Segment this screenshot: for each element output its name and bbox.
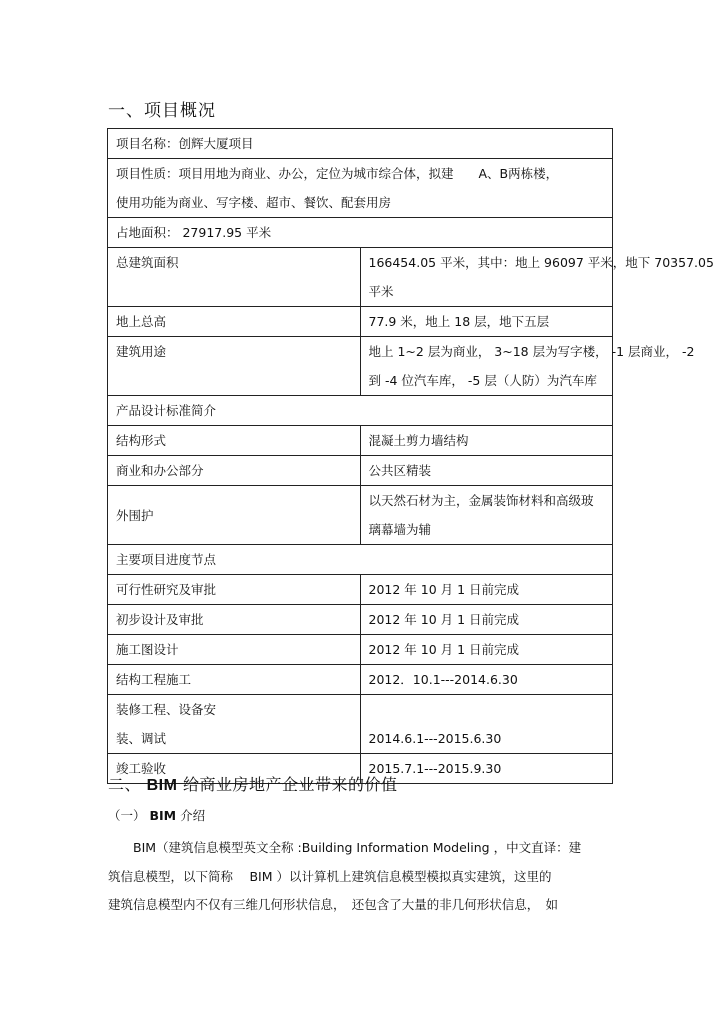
- label-cell: 结构形式: [108, 426, 361, 456]
- value-cell: 2015.7.1---2015.9.30: [360, 754, 613, 784]
- table-row: [108, 545, 613, 575]
- label-cell: [108, 695, 361, 754]
- label-cell: 初步设计及审批: [108, 605, 361, 635]
- design-standard-header: 产品设计标准简介: [108, 396, 613, 426]
- table-row: [108, 307, 613, 337]
- land-area-cell: 占地面积： 27917.95 平米: [108, 218, 613, 248]
- table-row: [108, 248, 613, 307]
- table-row: [108, 486, 613, 545]
- section-2-title: [108, 772, 398, 795]
- value-cell: 2012 年 10 月 1 日前完成: [360, 605, 613, 635]
- value-cell: [360, 337, 695, 396]
- label-line-1: 装修工程、设备安: [116, 702, 217, 717]
- table-row: [108, 218, 613, 248]
- table-row: [108, 396, 613, 426]
- section-1-title: 一、项目概况: [108, 101, 216, 121]
- section-2-text: 给商业房地产企业带来的价值: [183, 775, 398, 794]
- label-cell: 外围护: [108, 486, 361, 545]
- progress-header: 主要项目进度节点: [108, 545, 613, 575]
- value-cell: 2012．10.1---2014.6.30: [360, 665, 613, 695]
- project-overview-table: [107, 128, 714, 784]
- label-line-2: 装、调试: [116, 731, 167, 746]
- section-2-prefix: 二、: [108, 775, 142, 794]
- value-cell: 2014.6.1---2015.6.30: [360, 695, 613, 754]
- value-cell: 77.9 米，地上 18 层，地下五层: [360, 307, 613, 337]
- table-row: [108, 575, 613, 605]
- label-cell: 总建筑面积: [108, 248, 361, 307]
- value-line-2: 到 -4 位汽车库， -5 层（人防）为汽车库: [368, 373, 597, 388]
- table-row: [108, 159, 613, 218]
- bim-intro-paragraph: [108, 834, 614, 920]
- value-line-1: 地上 1~2 层为商业， 3~18 层为写字楼， -1 层商业， -2: [368, 344, 695, 359]
- value-cell: [360, 248, 714, 307]
- project-nature-line-2: 使用功能为商业、写字楼、超市、餐饮、配套用房: [116, 195, 392, 210]
- project-name-cell: 项目名称：创辉大厦项目: [108, 129, 613, 159]
- label-cell: 施工图设计: [108, 635, 361, 665]
- table-row: [108, 605, 613, 635]
- label-cell: 可行性研究及审批: [108, 575, 361, 605]
- value-cell: 2012 年 10 月 1 日前完成: [360, 635, 613, 665]
- label-cell: 竣工验收: [108, 754, 361, 784]
- value-cell: 2012 年 10 月 1 日前完成: [360, 575, 613, 605]
- label-cell: 结构工程施工: [108, 665, 361, 695]
- section-2-bim: BIM: [146, 777, 178, 794]
- table-row: [108, 695, 613, 754]
- table-row: [108, 456, 613, 486]
- subsection-prefix: （一）: [108, 808, 146, 823]
- paragraph-line: 筑信息模型，以下简称 BIM ）以计算机上建筑信息模型模拟真实建筑，这里的: [108, 868, 552, 884]
- paragraph-line: BIM（建筑信息模型英文全称 :Building Information Modeling ，中文直译：建: [108, 840, 582, 855]
- label-cell: 商业和办公部分: [108, 456, 361, 486]
- subsection-text: 介绍: [180, 808, 206, 823]
- value-line-1: 166454.05 平米，其中：地上 96097 平米，地下 70357.05: [368, 255, 714, 270]
- subsection-bim: BIM: [149, 808, 177, 823]
- table-row: [108, 426, 613, 456]
- project-nature-cell: [108, 159, 613, 218]
- label-cell: 建筑用途: [108, 337, 361, 396]
- value-line-2: 平米: [368, 284, 394, 299]
- project-nature-line-1: 项目性质：项目用地为商业、办公，定位为城市综合体，拟建 A、B两栋楼，: [116, 166, 559, 181]
- table-row: [108, 337, 613, 396]
- table-row: [108, 665, 613, 695]
- table-row: [108, 635, 613, 665]
- table-row: [108, 129, 613, 159]
- value-cell: 以天然石材为主，金属装饰材料和高级玻璃幕墙为辅: [360, 486, 613, 545]
- subsection-title: [108, 806, 205, 824]
- value-cell: 公共区精装: [360, 456, 613, 486]
- paragraph-line: 建筑信息模型内不仅有三维几何形状信息， 还包含了大量的非几何形状信息， 如: [108, 897, 559, 912]
- value-cell: 混凝土剪力墙结构: [360, 426, 613, 456]
- label-cell: 地上总高: [108, 307, 361, 337]
